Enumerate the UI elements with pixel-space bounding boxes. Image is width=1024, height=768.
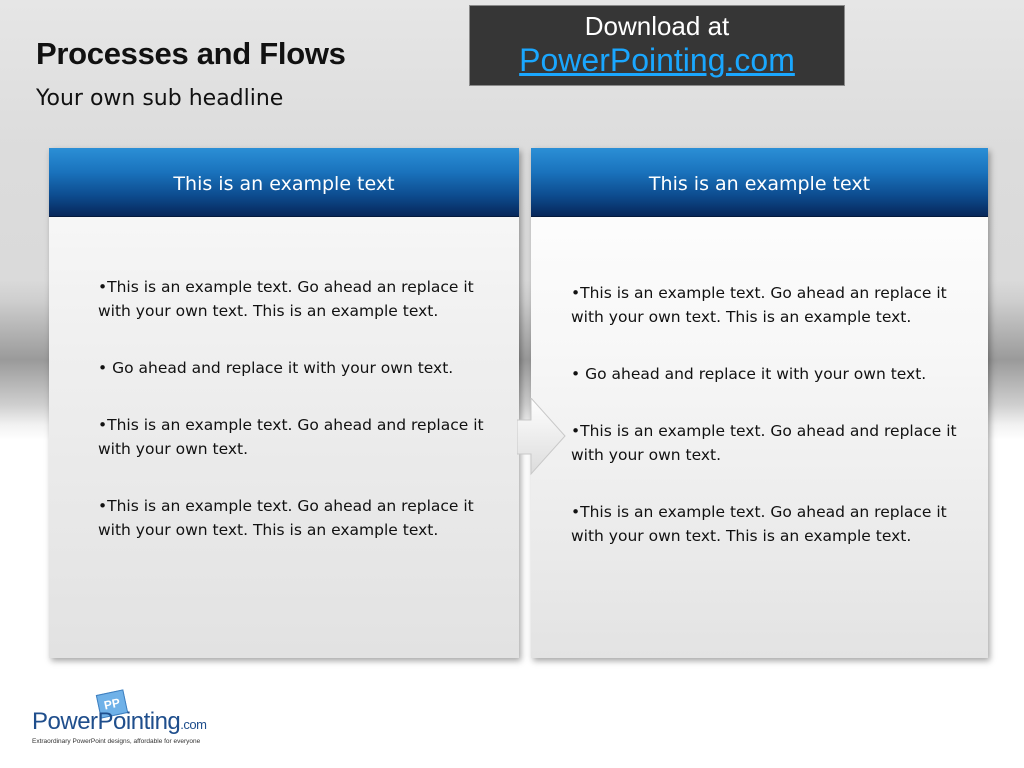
panel-right-bullets — [571, 281, 966, 581]
slide-subtitle: Your own sub headline — [36, 86, 284, 111]
logo-name: PowerPointing — [32, 708, 181, 735]
download-link[interactable]: PowerPointing.com — [519, 42, 795, 78]
panel-right-header: This is an example text — [531, 148, 988, 217]
powerpointing-logo — [30, 690, 250, 750]
bullet-item: •This is an example text. Go ahead an replace it with your own text. This is an example text. — [571, 284, 947, 326]
logo-wordmark — [32, 708, 206, 736]
logo-badge: PP — [96, 689, 128, 718]
panel-left-header: This is an example text — [49, 148, 519, 217]
bullet-item: • Go ahead and replace it with your own text. — [571, 365, 927, 383]
bullet-item: •This is an example text. Go ahead and replace it with your own text. — [98, 416, 484, 458]
panel-left-bullets — [98, 275, 493, 575]
panel-right — [531, 148, 988, 658]
flow-arrow-icon — [517, 398, 569, 478]
bullet-item: • Go ahead and replace it with your own text. — [98, 359, 454, 377]
slide-title: Processes and Flows — [36, 36, 346, 71]
bullet-item: •This is an example text. Go ahead an replace it with your own text. This is an example text. — [98, 497, 474, 539]
logo-tagline: Extraordinary PowerPoint designs, affordable for everyone — [32, 738, 201, 745]
bullet-item: •This is an example text. Go ahead and replace it with your own text. — [571, 422, 957, 464]
panel-left — [49, 148, 519, 658]
download-banner — [469, 5, 845, 86]
bullet-item: •This is an example text. Go ahead an replace it with your own text. This is an example text. — [98, 278, 474, 320]
logo-suffix: .com — [180, 717, 207, 732]
bullet-item: •This is an example text. Go ahead an replace it with your own text. This is an example text. — [571, 503, 947, 545]
download-label: Download at — [584, 11, 730, 41]
